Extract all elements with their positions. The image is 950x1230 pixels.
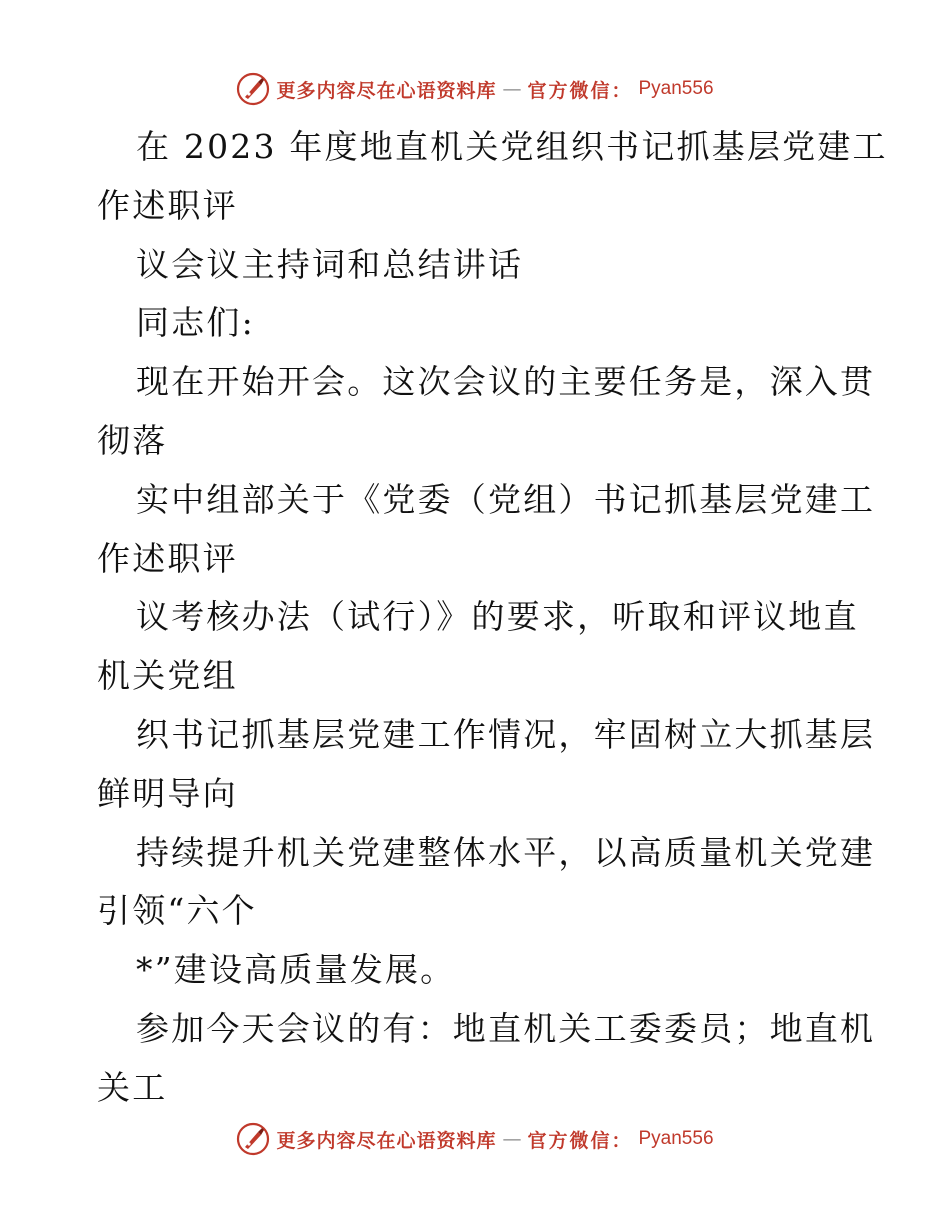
watermark-wechat-label: 官方微信： bbox=[527, 1129, 633, 1152]
text-line: 实中组部关于《党委（党组）书记抓基层党建工 bbox=[136, 479, 876, 519]
text-line: 引领“六个 bbox=[97, 891, 257, 931]
text-line: 关工 bbox=[97, 1067, 168, 1107]
text-line: 机关党组 bbox=[97, 656, 238, 696]
watermark-wechat-id: Pyan556 bbox=[638, 1128, 714, 1149]
text-line: 现在开始开会。这次会议的主要任务是，深入贯 bbox=[136, 362, 876, 402]
text-line: 织书记抓基层党建工作情况，牢固树立大抓基层 bbox=[136, 714, 876, 754]
pen-logo-icon bbox=[236, 72, 270, 106]
watermark-wechat-id: Pyan556 bbox=[638, 78, 714, 99]
watermark-dash: — bbox=[502, 78, 522, 100]
text-line: 作述职评 bbox=[97, 185, 238, 225]
watermark-dash: — bbox=[502, 1128, 522, 1150]
document-body bbox=[97, 118, 888, 1118]
text-line: 彻落 bbox=[97, 420, 168, 460]
text-line: 同志们: bbox=[136, 303, 255, 343]
text-line: 议考核办法（试行）》的要求，听取和评议地直 bbox=[136, 597, 859, 637]
watermark-site-text: 更多内容尽在心语资料库 bbox=[276, 1129, 497, 1152]
text-line: 持续提升机关党建整体水平，以高质量机关党建 bbox=[136, 832, 876, 872]
pen-logo-icon bbox=[236, 1122, 270, 1156]
text-line: 参加今天会议的有：地直机关工委委员；地直机 bbox=[136, 1008, 876, 1048]
header-watermark bbox=[0, 72, 950, 106]
watermark-site-text: 更多内容尽在心语资料库 bbox=[276, 79, 497, 102]
text-line: *”建设高质量发展。 bbox=[136, 950, 456, 990]
text-line: 议会议主持词和总结讲话 bbox=[136, 244, 524, 284]
text-line: 鲜明导向 bbox=[97, 773, 238, 813]
watermark-wechat-label: 官方微信： bbox=[527, 79, 633, 102]
text-line: 在 2023 年度地直机关党组织书记抓基层党建工 bbox=[136, 127, 888, 166]
footer-watermark bbox=[0, 1122, 950, 1156]
text-line: 作述职评 bbox=[97, 538, 238, 578]
